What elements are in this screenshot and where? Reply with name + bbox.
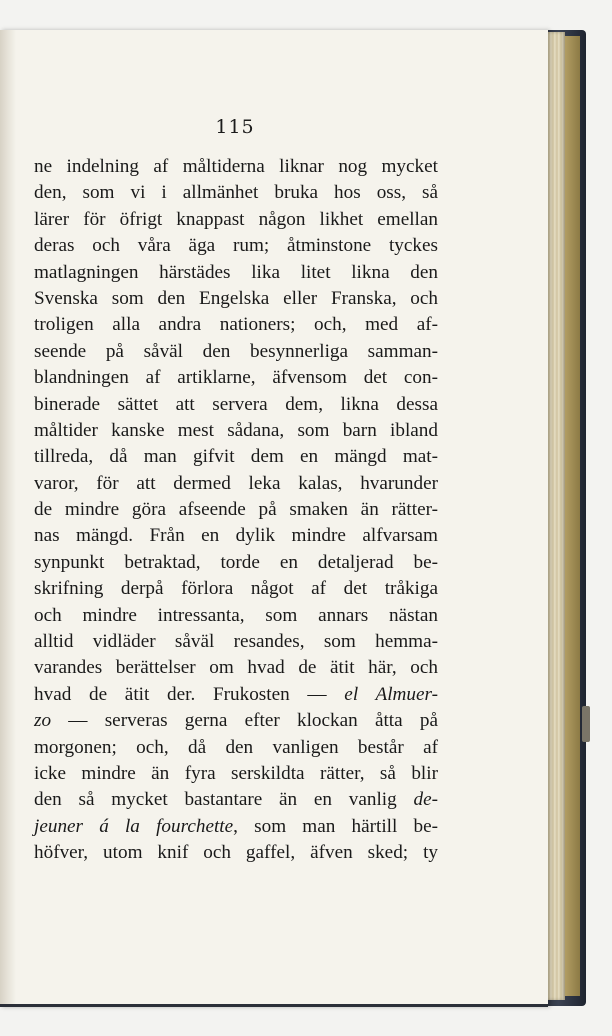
text-line [34,576,438,602]
text-line [34,814,438,840]
text-span: hvad de ätit der. Frukosten — [34,683,345,705]
text-span: varor, för att dermed leka kalas, hvarunder [34,472,438,494]
text-span: varandes berättelser om hvad de ätit här, och [34,657,438,679]
text-line [34,523,438,549]
italic-text: zo [34,710,52,732]
text-span: alltid vidläder såväl resandes, som hemma- [34,631,438,653]
text-span: de mindre göra afseende på smaken än rätter- [34,499,438,521]
body-text [34,154,438,867]
italic-text: de- [413,789,438,811]
text-span: Svenska som den Engelska eller Franska, och [34,287,438,309]
gutter-shadow [0,30,16,1004]
text-span: tillreda, då man gifvit dem en mängd mat- [34,446,438,468]
text-span: den så mycket bastantare än en vanlig [34,789,414,811]
text-line [34,418,438,444]
text-line [34,312,438,338]
text-span: morgonen; och, då den vanligen består af [34,736,438,758]
text-span: och mindre intressanta, som annars nästan [34,604,438,626]
text-span: skrifning derpå förlora något af det tråkiga [34,578,438,600]
text-span: , som man härtill be- [233,815,439,837]
text-span: seende på såväl den besynnerliga samman- [34,340,438,362]
text-line [34,629,438,655]
text-span: synpunkt betraktad, torde en detaljerad be- [34,551,438,573]
text-line [34,286,438,312]
text-line [34,708,438,734]
text-line [34,682,438,708]
text-line [34,233,438,259]
text-span: ne indelning af måltiderna liknar nog mycket [34,156,438,177]
text-line [34,840,438,866]
text-span: troligen alla andra nationers; och, med af- [34,314,438,336]
text-line [34,260,438,286]
text-line [34,550,438,576]
text-span: icke mindre än fyra serskildta rätter, så blir [34,762,438,784]
text-line [34,154,438,180]
text-line [34,365,438,391]
text-line [34,207,438,233]
text-line [34,180,438,206]
text-span: matlagningen härstädes lika litet likna den [34,261,438,283]
text-span: deras och våra äga rum; åtminstone tyckes [34,235,438,257]
text-line [34,735,438,761]
text-line [34,655,438,681]
page-number: 115 [215,116,255,138]
text-span: höfver, utom knif och gaffel, äfven sked; ty [34,842,438,864]
text-span: nas mängd. Från en dylik mindre alfvarsam [34,525,438,547]
text-line [34,444,438,470]
text-line [34,392,438,418]
text-span: lärer för öfrigt knappast någon likhet emellan [34,208,438,230]
text-span: måltider kanske mest sådana, som barn ibland [34,419,438,441]
text-line [34,497,438,523]
text-span: blandningen af artiklarne, äfvensom det con- [34,367,438,389]
italic-text: jeuner á la fourchette [34,815,234,837]
text-line [34,339,438,365]
text-span: den, som vi i allmänhet bruka hos oss, så [34,182,438,204]
text-line [34,603,438,629]
text-span: binerade sättet att servera dem, likna dessa [34,393,438,415]
text-line [34,787,438,813]
text-line [34,761,438,787]
italic-text: el Almuer- [344,683,438,705]
text-span: — serveras gerna efter klockan åtta på [51,710,438,732]
text-line [34,471,438,497]
cover-clasp [582,706,590,742]
